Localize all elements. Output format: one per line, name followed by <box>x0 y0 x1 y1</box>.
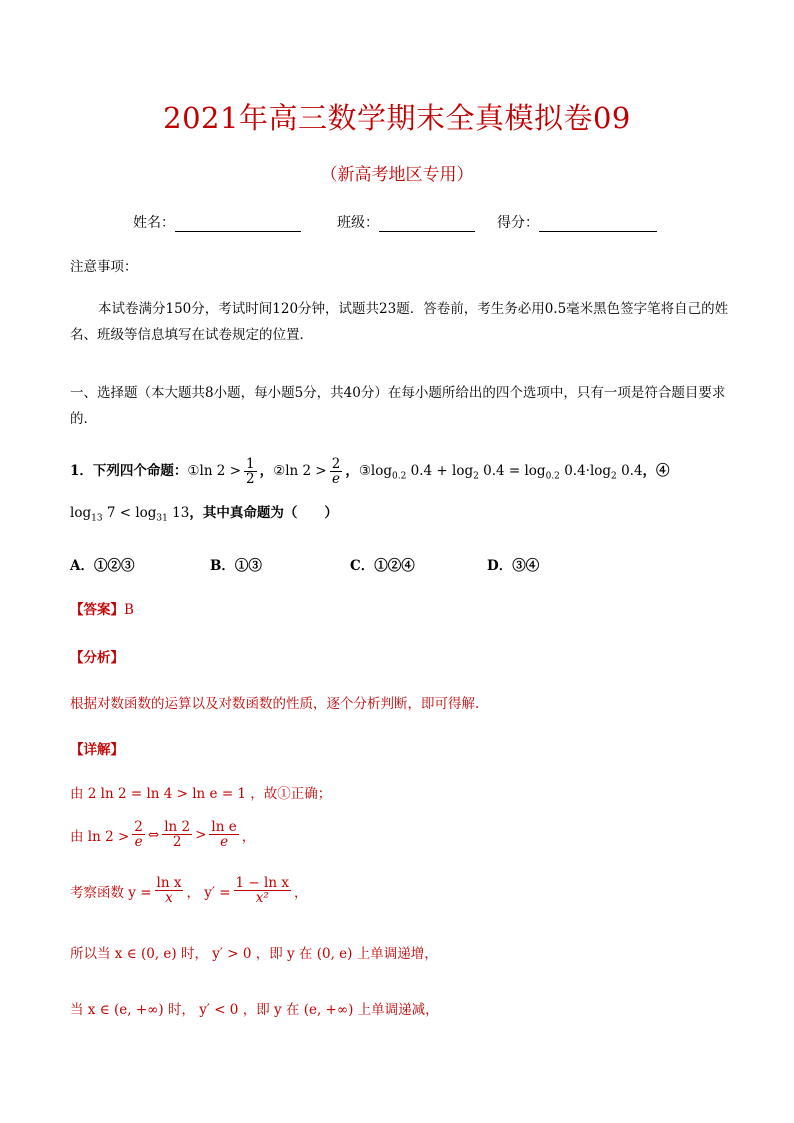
student-info-row <box>133 212 657 232</box>
score-label: 得分： <box>497 215 539 231</box>
separator: ， <box>259 463 274 479</box>
fraction-numerator: ln 2 <box>164 819 191 835</box>
question-1-stem-line2 <box>70 500 730 526</box>
detail-text: ， y′ = <box>186 884 231 901</box>
detail-line-1: 由 2 ln 2 = ln 4 > ln e = 1 ，故①正确； <box>70 786 332 802</box>
name-field-line[interactable] <box>175 215 301 232</box>
question-1-options <box>70 554 730 574</box>
p3-sub: 2 <box>611 471 617 482</box>
fraction <box>209 820 238 849</box>
p3-sub: 2 <box>473 471 479 482</box>
fraction <box>330 457 343 486</box>
class-label: 班级： <box>337 215 379 231</box>
question-1-suffix: ，其中真命题为（ ） <box>189 505 338 521</box>
proposition-4 <box>70 505 190 524</box>
fraction-denominator: x² <box>255 890 269 906</box>
fraction <box>132 820 145 849</box>
p4-sub: 13 <box>91 513 103 524</box>
fraction-denominator: 2 <box>172 834 182 850</box>
analysis-label: 【分析】 <box>70 650 124 666</box>
separator: ， <box>345 463 359 479</box>
detail-label: 【详解】 <box>70 742 124 758</box>
name-label: 姓名： <box>133 215 175 231</box>
detail-text: ， <box>293 884 308 901</box>
proposition-2 <box>273 456 345 487</box>
proposition-3 <box>358 463 643 482</box>
answer-value: B <box>124 602 134 618</box>
fraction-denominator: e <box>134 834 143 850</box>
p3-part: 0.4 + log <box>406 463 474 479</box>
analysis-text: 根据对数函数的运算以及对数函数的性质，逐个分析判断，即可得解. <box>70 696 480 712</box>
answer-line <box>70 598 750 618</box>
fraction-denominator: e <box>332 471 341 487</box>
answer-label: 【答案】 <box>70 602 124 618</box>
p4-part: log <box>70 505 92 521</box>
proposition-1-text: ①ln 2 > <box>187 463 242 479</box>
notice-heading: 注意事项： <box>70 259 138 275</box>
p3-part: 0.4·log <box>559 463 612 479</box>
score-field-line[interactable] <box>539 215 657 232</box>
p3-part: 0.4 = log <box>478 463 546 479</box>
detail-text: ⇔ <box>147 826 160 843</box>
fraction-numerator: 2 <box>331 456 341 472</box>
notice-body: 本试卷满分150分，考试时间120分钟，试题共23题．答卷前，考生务必用0.5毫米黑色签字笔将自己的姓名、班级等信息填写在试卷规定的位置． <box>70 301 729 343</box>
fraction <box>162 820 192 849</box>
question-1-stem <box>70 452 730 490</box>
question-1-prefix: 1．下列四个命题： <box>70 463 188 479</box>
detail-text: > <box>195 826 207 843</box>
detail-text: 由 ln 2 > <box>70 828 130 845</box>
fraction-denominator: x <box>165 890 173 906</box>
page-title: 2021年高三数学期末全真模拟卷09 <box>163 101 631 135</box>
detail-text: ， <box>241 828 256 845</box>
class-field-line[interactable] <box>379 215 475 232</box>
fraction-numerator: 1 − ln x <box>235 875 289 891</box>
p4-part: 7 < log <box>102 505 157 521</box>
page-subtitle: （新高考地区专用） <box>320 165 474 185</box>
fraction <box>234 876 291 905</box>
p3-part: ③log <box>358 463 393 479</box>
option-c[interactable]: C．①②④ <box>350 558 415 574</box>
p3-sub: 0.2 <box>392 471 407 482</box>
p4-sub: 31 <box>156 513 168 524</box>
option-a[interactable]: A．①②③ <box>70 558 135 574</box>
detail-line-3 <box>70 876 750 905</box>
proposition-1 <box>187 456 259 487</box>
option-d[interactable]: D．③④ <box>487 558 540 574</box>
detail-line-5: 当 x ∈ (e, +∞) 时， y′ < 0 ，即 y 在 (e, +∞) 上单调递减， <box>70 1002 439 1018</box>
separator: ，④ <box>642 463 670 479</box>
fraction <box>155 876 184 905</box>
fraction-numerator: 2 <box>134 819 143 835</box>
p3-sub: 0.2 <box>545 471 560 482</box>
fraction-numerator: ln e <box>211 819 237 835</box>
detail-line-2 <box>70 820 750 849</box>
fraction-denominator: 2 <box>246 471 255 487</box>
proposition-2-text: ②ln 2 > <box>273 463 327 479</box>
fraction-numerator: 1 <box>246 456 255 472</box>
option-b[interactable]: B．①③ <box>210 558 262 574</box>
p3-part: 0.4 <box>616 463 643 479</box>
detail-text: 考察函数 y = <box>70 884 152 901</box>
fraction <box>244 457 257 486</box>
p4-part: 13 <box>167 505 190 521</box>
fraction-numerator: ln x <box>156 875 182 891</box>
section-heading: 一、选择题（本大题共8小题，每小题5分，共40分）在每小题所给出的四个选项中，只有一项是符合题目要求的． <box>70 385 726 427</box>
fraction-denominator: e <box>220 834 229 850</box>
detail-line-4: 所以当 x ∈ (0, e) 时， y′ > 0 ，即 y 在 (0, e) 上单调递增， <box>70 946 438 962</box>
